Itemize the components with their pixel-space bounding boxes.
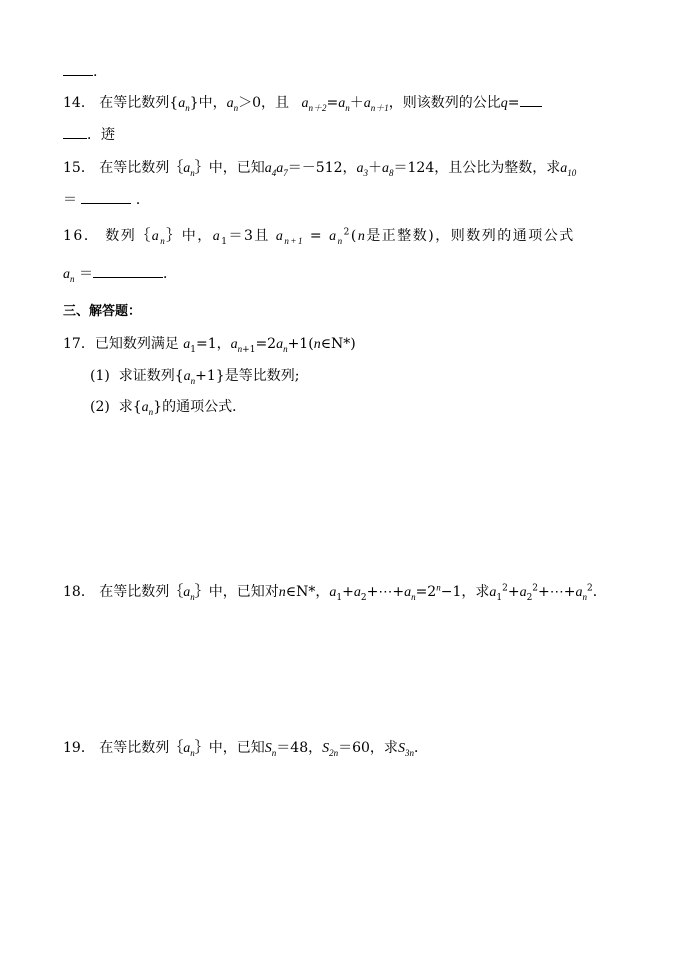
- question-number: 17．: [63, 336, 95, 352]
- q14-note: 逩: [101, 127, 115, 143]
- q15-eq-line2: ＝: [63, 192, 77, 208]
- answer-blank: [63, 62, 93, 76]
- answer-blank: [63, 125, 87, 139]
- q16-line2-eq: ＝: [78, 266, 93, 282]
- answer-blank: [93, 264, 163, 278]
- sub-number: (2): [90, 399, 110, 415]
- q14-text-a: 在等比数列: [99, 95, 170, 111]
- question-14: 14． 在等比数列$\{a_n\}$中，$a_n>0$，且 $a_{n+2}=a_n+a_{n+1}$，则该数列的公比q=: [63, 93, 542, 114]
- question-16-line2: $a_n$ ＝ ．: [63, 266, 177, 284]
- q17-text: 已知数列满足: [94, 336, 179, 352]
- question-15: 15． 在等比数列$\{a_n\}$中，已知$a_4a_7=-512$，$a_3+a_8=124$，且公比为整数，求$a_{10}$: [63, 160, 577, 178]
- question-number: 16．: [63, 228, 100, 244]
- question-16: 16． 数列$\{a_n\}$中，$a_1=3$且 $a_{n+1} = a_n^2(n$是正整数)，则数列的通项公式: [63, 227, 575, 247]
- q14-text-d: ，则该数列的公比: [388, 95, 501, 111]
- q17-sub2-text-a: 求{: [118, 399, 142, 415]
- question-number: 14．: [63, 95, 95, 111]
- q16-eq1: ＝3且: [228, 228, 270, 244]
- question-number: 18．: [63, 584, 95, 600]
- q15-eq2: ＝124，且公比为整数，求: [393, 160, 561, 176]
- q-variable: q: [500, 96, 508, 111]
- q15-trail: ．: [135, 192, 150, 208]
- answer-blank: [520, 93, 542, 107]
- sub-number: (1): [90, 368, 110, 384]
- question-19: 19． 在等比数列$\{a_n\}$中，已知$S_n=48$，$S_{2n}=60$，求$S_{3n}$．: [63, 740, 428, 758]
- q15-eq1: ＝－512，: [287, 160, 357, 176]
- q19-eq1: ＝48，: [276, 740, 323, 756]
- section-heading: 三、解答题：: [63, 304, 142, 319]
- q19-text-a: 在等比数列｛: [99, 740, 184, 756]
- q18-text-a: 在等比数列｛: [99, 584, 184, 600]
- q19-eq2: ＝60，求: [338, 740, 398, 756]
- q15-text-b: ｝中，已知: [194, 160, 265, 176]
- q16-text-b: ｝中，: [166, 228, 213, 244]
- q13-answer-line: [63, 62, 97, 82]
- question-17-part-2: (2) 求$\{a_n\}$的通项公式．: [90, 399, 247, 417]
- question-number: 19．: [63, 740, 95, 756]
- q17-sub2-text-b: }的通项公式．: [153, 399, 247, 415]
- question-15-line2: [63, 190, 150, 210]
- question-18: 18． 在等比数列$\{a_n\}$中，已知对n∈N*，$a_1+a_2+\cdots+a_n=2^n-1$，求$a_1^2+a_2^2+\cdots+a_n^2$．: [63, 582, 607, 603]
- q19-trail: ．: [413, 740, 428, 756]
- q17-cond: ∈N*): [320, 336, 356, 352]
- q17-sub1-text-a: 求证数列{: [118, 368, 184, 384]
- q18-text-c: ∈N*，: [285, 584, 330, 600]
- q13-tail: .: [93, 64, 98, 80]
- q18-text-d: ，求: [461, 584, 490, 600]
- q16-trail: ．: [162, 266, 177, 282]
- answer-blank: [81, 190, 131, 204]
- q14-text-b: 中，: [198, 95, 227, 111]
- q14-text-c: ＞0，且: [238, 95, 290, 111]
- q15-text-a: 在等比数列｛: [99, 160, 184, 176]
- q16-cond: 是正整数)，则数列的通项公式: [366, 228, 575, 244]
- question-17: 17．已知数列满足 $a_1=1$，$a_{n+1}=2a_n+1(n\in N*)$: [63, 336, 356, 355]
- q18-trail: ．: [592, 584, 607, 600]
- question-number: 15．: [63, 160, 95, 176]
- question-17-part-1: (1) 求证数列$\{a_n+1\}$是等比数列;: [90, 368, 300, 386]
- question-14-line2: [63, 125, 115, 145]
- q14-eq: =: [507, 95, 520, 111]
- q16-text-a: 数列｛: [105, 228, 152, 244]
- q18-text-b: ｝中，已知对: [194, 584, 279, 600]
- q19-text-b: ｝中，已知: [194, 740, 265, 756]
- q17-sub1-text-b: +1}是等比数列;: [195, 368, 300, 384]
- q14-trail: ．: [87, 127, 101, 143]
